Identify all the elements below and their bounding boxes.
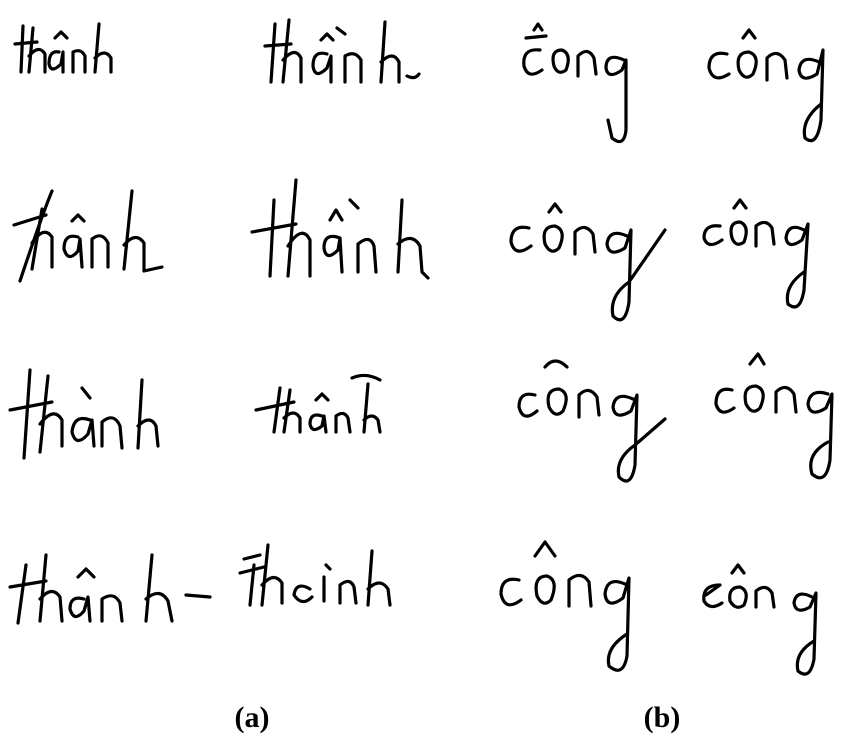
sample-thanh-r3c2 (256, 375, 380, 432)
sample-thanh-r4c1 (10, 555, 210, 623)
sample-thanh-r1c2 (265, 20, 419, 82)
sample-cong-r1c2 (709, 30, 823, 141)
panel-b-caption: (b) (643, 701, 681, 734)
sample-cong-r4c1 (501, 542, 629, 670)
panel-a-caption: (a) (234, 701, 270, 734)
sample-thanh-r2c2 (252, 180, 428, 278)
sample-cong-r1c1 (524, 24, 626, 142)
sample-thanh-r2c1 (14, 191, 162, 281)
sample-thanh-r3c1 (10, 370, 158, 458)
panel-a-samples (10, 20, 428, 623)
panel-b-samples (501, 24, 832, 674)
sample-cong-r4c2 (704, 565, 816, 674)
sample-cong-r3c2 (716, 354, 832, 478)
sample-cong-r2c1 (511, 204, 665, 320)
sample-cong-r2c2 (704, 200, 808, 307)
sample-thanh-r4c2 (240, 545, 390, 605)
sample-thanh-r1c1 (15, 24, 111, 72)
sample-cong-r3c1 (519, 361, 665, 481)
